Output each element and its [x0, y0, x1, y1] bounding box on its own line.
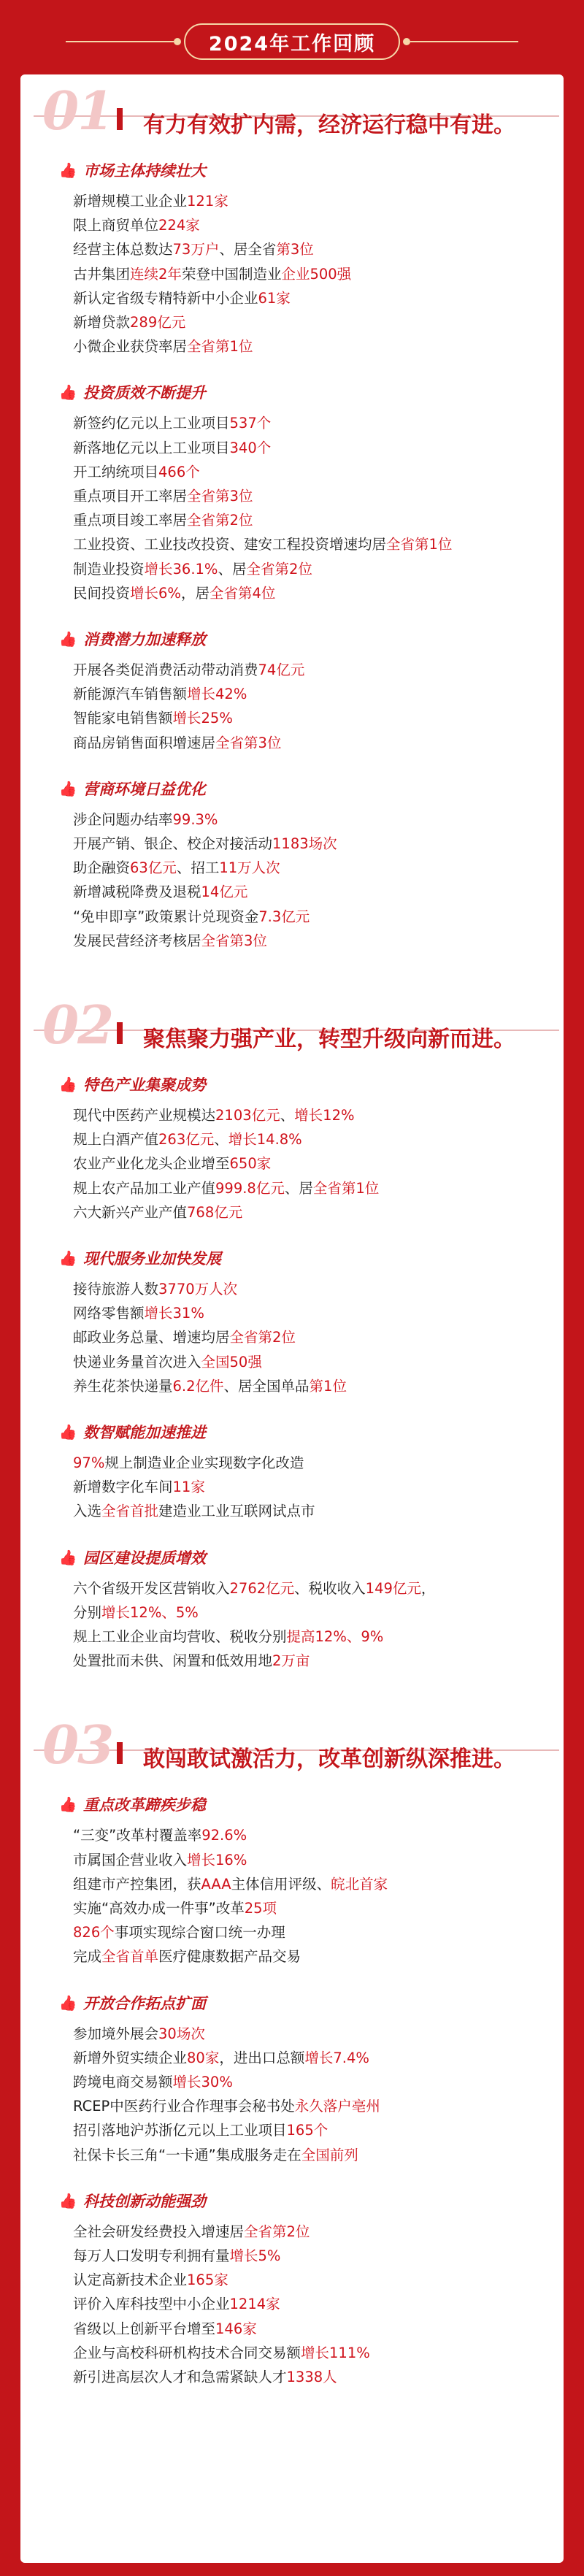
- page-title: 2024年工作回顾: [184, 23, 400, 60]
- thumbs-up-icon: 👍: [58, 1548, 77, 1566]
- stat-text: 、居全省: [219, 241, 277, 258]
- section-accent-bar: [117, 1742, 123, 1764]
- stat-line: [73, 1849, 247, 1872]
- highlight-value: 增长7.4%: [304, 2049, 369, 2066]
- stat-text: 工业投资、工业技改投资、建安工程投资增速均居: [73, 536, 387, 553]
- highlight-value: 63亿元: [130, 859, 177, 877]
- group-title: 园区建设提质增效: [83, 1549, 206, 1567]
- highlight-value: 1214家: [229, 2296, 280, 2313]
- stat-line: [73, 2342, 370, 2365]
- highlight-value: 皖北首家: [331, 1875, 388, 1893]
- highlight-value: 999.8亿元: [215, 1179, 285, 1197]
- stat-text: 接待旅游人数: [73, 1281, 159, 1297]
- stat-line: [73, 905, 310, 929]
- highlight-value: 增长111%: [301, 2344, 370, 2361]
- highlight-value: 全省第3位: [187, 488, 253, 505]
- group-title: 现代服务业加快发展: [83, 1250, 221, 1268]
- highlight-value: 第3位: [276, 241, 314, 258]
- thumbs-up-icon: 👍: [58, 1423, 77, 1441]
- highlight-value: 289亿元: [130, 314, 186, 331]
- stat-line: [73, 412, 271, 435]
- highlight-value: 146家: [215, 2320, 257, 2337]
- stat-text: 现代中医药产业规模达: [73, 1107, 216, 1124]
- section-header: [20, 82, 564, 147]
- highlight-value: 增长14.8%: [228, 1131, 302, 1149]
- stat-text: 新签约亿元以上工业项目: [73, 415, 230, 432]
- highlight-value: AAA: [201, 1875, 231, 1893]
- stat-text: 快递业务量首次进入: [73, 1353, 201, 1371]
- highlight-value: 全省第2位: [246, 560, 312, 578]
- stat-line: [73, 485, 253, 508]
- stat-text: 每万人口发明专利拥有量: [73, 2247, 230, 2264]
- stat-text: ，居: [180, 584, 210, 602]
- stat-line: [73, 1945, 301, 1969]
- section-header: [20, 1716, 564, 1782]
- stat-line: [73, 1601, 199, 1625]
- stat-text: 建造业工业互联网试点市: [158, 1503, 315, 1520]
- highlight-value: 全省首批: [101, 1503, 159, 1520]
- stat-text: 制造业投资: [73, 560, 145, 578]
- stat-text: 规上制造业企业实现数字化改造: [104, 1454, 304, 1471]
- section-number: 03: [42, 1714, 113, 1776]
- stat-text: 规上白酒产值: [73, 1131, 159, 1149]
- stat-text: 分别: [73, 1603, 102, 1621]
- highlight-value: 7.3亿元: [258, 908, 310, 925]
- stat-text: 完成: [73, 1948, 102, 1966]
- stat-text: 、招工: [176, 859, 220, 877]
- section-header: [20, 996, 564, 1062]
- stat-text: 小微企业获贷率居: [73, 338, 188, 356]
- stat-text: 省级以上创新平台增至: [73, 2320, 216, 2337]
- stat-text: 、税收收入: [294, 1579, 366, 1597]
- stat-text: 开展产销、银企、校企对接活动: [73, 835, 273, 852]
- highlight-value: 14亿元: [201, 883, 248, 901]
- section-accent-bar: [117, 1022, 123, 1044]
- highlight-value: 增长12%: [294, 1107, 355, 1124]
- highlight-value: 第1位: [309, 1377, 347, 1395]
- stat-line: [73, 335, 253, 359]
- stat-text: 参加境外展会: [73, 2025, 159, 2042]
- highlight-value: 增长31%: [144, 1305, 204, 1322]
- highlight-value: 全国前列: [301, 2146, 358, 2163]
- group-header: [58, 1792, 206, 1817]
- stat-line: [73, 509, 253, 532]
- group-title: 市场主体持续壮大: [83, 162, 206, 180]
- stat-line: [73, 2119, 328, 2142]
- stat-text: 认定高新技术企业: [73, 2272, 188, 2289]
- group-header: [58, 626, 206, 651]
- highlight-value: 全省第1位: [187, 338, 253, 356]
- section-title: 有力有效扩内需，经济运行稳中有进。: [143, 112, 515, 138]
- highlight-value: 97%: [73, 1454, 105, 1471]
- highlight-value: 11家: [172, 1479, 205, 1496]
- highlight-value: 2762亿元: [229, 1579, 295, 1597]
- highlight-value: 增长42%: [187, 686, 247, 703]
- stat-text: ，: [420, 1579, 436, 1597]
- stat-line: [73, 1104, 355, 1127]
- stat-text: 农业产业化龙头企业增至: [73, 1155, 230, 1173]
- stat-text: 新增规模工业企业: [73, 193, 188, 210]
- group-header: [58, 1419, 206, 1444]
- stat-line: [73, 732, 281, 755]
- highlight-value: 165家: [187, 2272, 228, 2289]
- stat-text: 社保卡长三角“一卡通”集成服务走在: [73, 2146, 301, 2163]
- group-header: [58, 1246, 221, 1270]
- thumbs-up-icon: 👍: [58, 2191, 77, 2209]
- stat-line: [73, 2269, 228, 2292]
- stat-text: 开展各类促消费活动带动消费: [73, 662, 258, 678]
- highlight-value: 74亿元: [258, 662, 305, 678]
- highlight-value: 263亿元: [158, 1131, 215, 1149]
- highlight-value: 全国50强: [201, 1353, 262, 1371]
- banner-dot-left: [174, 38, 181, 45]
- stat-line: [73, 311, 185, 334]
- stat-text: 智能家电销售额: [73, 710, 173, 727]
- stat-text: 重点项目竣工率居: [73, 512, 188, 529]
- stat-line: [73, 1302, 204, 1325]
- stat-text: 涉企问题办结率: [73, 810, 173, 828]
- stat-line: [73, 437, 271, 460]
- section-accent-bar: [117, 108, 123, 130]
- highlight-value: 全省第2位: [229, 1329, 296, 1346]
- stat-line: [73, 1921, 285, 1944]
- highlight-value: 121家: [187, 193, 228, 210]
- stat-text: 网络零售额: [73, 1305, 145, 1322]
- highlight-value: 1338人: [286, 2369, 337, 2385]
- stat-text: 新认定省级专精特新中小企业: [73, 289, 258, 307]
- stat-text: 邮政业务总量、增速均居: [73, 1329, 230, 1346]
- stat-line: [73, 1625, 383, 1649]
- stat-text: 新能源汽车销售额: [73, 686, 188, 703]
- stat-line: [73, 659, 304, 682]
- highlight-value: 340个: [229, 439, 272, 456]
- content-card: [20, 74, 564, 2563]
- stat-line: [73, 929, 267, 953]
- stat-text: 发展民营经济考核居: [73, 932, 201, 949]
- highlight-value: 826个: [73, 1924, 115, 1941]
- highlight-value: 全省第2位: [244, 2223, 310, 2240]
- highlight-value: 224家: [158, 217, 200, 234]
- stat-line: [73, 263, 351, 286]
- stat-text: 新增外贸实绩企业: [73, 2049, 188, 2066]
- stat-line: [73, 238, 314, 261]
- stat-line: [73, 1649, 310, 1673]
- highlight-value: 企业500强: [281, 265, 352, 283]
- thumbs-up-icon: 👍: [58, 1076, 77, 1093]
- highlight-value: 99.3%: [172, 810, 218, 828]
- highlight-value: 2103亿元: [215, 1107, 280, 1124]
- group-title: 重点改革蹄疾步稳: [83, 1796, 206, 1814]
- group-header: [58, 2188, 206, 2213]
- group-title: 投资质效不断提升: [83, 384, 206, 402]
- banner-divider-left: [66, 41, 174, 42]
- stat-line: [73, 1201, 242, 1224]
- group-title: 科技创新动能强劲: [83, 2192, 206, 2210]
- stat-text: 新落地亿元以上工业项目: [73, 439, 230, 456]
- group-header: [58, 380, 206, 405]
- stat-line: [73, 683, 247, 706]
- thumbs-up-icon: 👍: [58, 161, 77, 179]
- highlight-value: 连续2年: [130, 265, 182, 283]
- stat-text: 全社会研发经费投入增速居: [73, 2223, 245, 2240]
- stat-text: 商品房销售面积增速居: [73, 734, 216, 751]
- banner-dot-right: [403, 38, 410, 45]
- group-header: [58, 1072, 206, 1097]
- stat-line: [73, 2095, 380, 2118]
- stat-line: [73, 2047, 369, 2070]
- stat-line: [73, 2071, 233, 2094]
- stat-text: ，进出口总额: [219, 2049, 305, 2066]
- group-title: 数智赋能加速推进: [83, 1424, 206, 1441]
- thumbs-up-icon: 👍: [58, 383, 77, 402]
- highlight-value: 增长16%: [187, 1851, 247, 1868]
- stat-text: 新引进高层次人才和急需紧缺人才: [73, 2369, 287, 2385]
- highlight-value: 增长25%: [172, 710, 233, 727]
- stat-line: [73, 533, 452, 556]
- highlight-value: 增长36.1%: [144, 560, 218, 578]
- stat-text: RCEP中医药行业合作理事会秘书处: [73, 2098, 295, 2115]
- stat-text: 医疗健康数据产品交易: [158, 1948, 301, 1966]
- stat-text: 组建市产控集团，获: [73, 1875, 201, 1893]
- stat-line: [73, 2318, 257, 2341]
- highlight-value: 全省第1位: [312, 1179, 380, 1197]
- stat-text: 荣登中国制造业: [181, 265, 282, 283]
- stat-text: “免申即享”政策累计兑现资金: [73, 908, 259, 925]
- stat-text: 养生花茶快递量: [73, 1377, 173, 1395]
- highlight-value: 11万人次: [219, 859, 280, 877]
- stat-text: 规上工业企业亩均营收、税收分别: [73, 1628, 287, 1645]
- stat-line: [73, 881, 247, 904]
- highlight-value: 466个: [158, 463, 200, 480]
- stat-line: [73, 856, 280, 880]
- stat-text: 跨境电商交易额: [73, 2074, 173, 2090]
- highlight-value: 增长30%: [172, 2074, 233, 2090]
- section-number: 01: [42, 80, 113, 142]
- stat-text: 、居: [218, 560, 247, 578]
- group-header: [58, 776, 206, 801]
- stat-line: [73, 558, 312, 581]
- stat-text: 主体信用评级、: [231, 1875, 331, 1893]
- group-title: 开放合作拓点扩面: [83, 1994, 206, 2012]
- stat-line: [73, 832, 337, 856]
- thumbs-up-icon: 👍: [58, 1249, 77, 1267]
- stat-text: 处置批而未供、闲置和低效用地: [73, 1652, 273, 1670]
- highlight-value: 提高12%、9%: [286, 1628, 384, 1645]
- stat-line: [73, 2245, 280, 2268]
- group-title: 营商环境日益优化: [83, 780, 206, 798]
- group-title: 消费潜力加速释放: [83, 631, 206, 648]
- stat-text: 开工纳统项目: [73, 463, 159, 480]
- stat-text: 六大新兴产业产值: [73, 1203, 188, 1221]
- stat-line: [73, 287, 291, 310]
- stat-text: “三变”改革村覆盖率: [73, 1827, 202, 1844]
- stat-text: 、居: [284, 1179, 313, 1197]
- stat-line: [73, 2023, 205, 2046]
- highlight-value: 全省第3位: [215, 734, 282, 751]
- stat-line: [73, 190, 228, 213]
- stat-text: 入选: [73, 1503, 102, 1520]
- stat-text: 新增数字化车间: [73, 1479, 173, 1496]
- stat-text: 企业与高校科研机构技术合同交易额: [73, 2344, 301, 2361]
- highlight-value: 80家: [187, 2049, 220, 2066]
- stat-text: 、居全国单品: [223, 1377, 310, 1395]
- highlight-value: 全省第4位: [209, 584, 276, 602]
- group-header: [58, 158, 206, 183]
- stat-text: 事项实现综合窗口统一办理: [114, 1924, 285, 1941]
- stat-text: 六个省级开发区营销收入: [73, 1579, 230, 1597]
- highlight-value: 6.2亿件: [172, 1377, 224, 1395]
- stat-line: [73, 1152, 271, 1176]
- stat-line: [73, 1351, 262, 1374]
- stat-line: [73, 1326, 296, 1349]
- highlight-value: 全省首单: [101, 1948, 159, 1966]
- highlight-value: 全省第3位: [201, 932, 267, 949]
- highlight-value: 537个: [229, 415, 272, 432]
- stat-text: 评价入库科技型中小企业: [73, 2296, 230, 2313]
- stat-text: 助企融资: [73, 859, 131, 877]
- stat-text: 新增减税降费及退税: [73, 883, 201, 901]
- stat-line: [73, 2366, 337, 2389]
- stat-line: [73, 808, 218, 832]
- thumbs-up-icon: 👍: [58, 630, 77, 648]
- highlight-value: 30场次: [158, 2025, 205, 2042]
- thumbs-up-icon: 👍: [58, 1795, 77, 1814]
- section-title: 聚焦聚力强产业，转型升级向新而进。: [143, 1027, 515, 1052]
- stat-line: [73, 1476, 205, 1499]
- highlight-value: 全省第2位: [187, 512, 253, 529]
- stat-line: [73, 1897, 277, 1920]
- stat-line: [73, 2144, 358, 2167]
- stat-line: [73, 1500, 315, 1523]
- stat-text: 新增贷款: [73, 314, 131, 331]
- highlight-value: 全省第1位: [386, 536, 453, 553]
- stat-text: 招引落地沪苏浙亿元以上工业项目: [73, 2122, 287, 2139]
- thumbs-up-icon: 👍: [58, 1993, 77, 2012]
- top-banner: [0, 13, 584, 72]
- stat-text: 、: [280, 1107, 295, 1124]
- stat-line: [73, 461, 200, 484]
- stat-line: [73, 582, 275, 605]
- stat-text: 古井集团: [73, 265, 131, 283]
- stat-line: [73, 1824, 247, 1847]
- highlight-value: 165个: [286, 2122, 328, 2139]
- highlight-value: 73万户: [172, 241, 220, 258]
- highlight-value: 25项: [244, 1900, 277, 1917]
- highlight-value: 增长5%: [229, 2247, 281, 2264]
- group-header: [58, 1990, 206, 2015]
- highlight-value: 61家: [258, 289, 291, 307]
- highlight-value: 永久落户亳州: [294, 2098, 380, 2115]
- highlight-value: 1183场次: [272, 835, 337, 852]
- highlight-value: 149亿元: [365, 1579, 421, 1597]
- stat-text: 重点项目开工率居: [73, 488, 188, 505]
- stat-line: [73, 1577, 435, 1601]
- stat-line: [73, 214, 200, 237]
- stat-line: [73, 1375, 347, 1398]
- section-title: 敢闯敢试激活力，改革创新纵深推进。: [143, 1747, 515, 1773]
- stat-text: 实施“高效办成一件事”改革: [73, 1900, 245, 1917]
- highlight-value: 2万亩: [272, 1652, 310, 1670]
- highlight-value: 增长6%: [130, 584, 181, 602]
- stat-line: [73, 1128, 302, 1151]
- stat-text: 经营主体总数达: [73, 241, 173, 258]
- stat-text: 、: [214, 1131, 228, 1149]
- stat-line: [73, 1177, 379, 1200]
- stat-line: [73, 2220, 310, 2244]
- highlight-value: 3770万人次: [158, 1281, 238, 1297]
- highlight-value: 768亿元: [187, 1203, 243, 1221]
- stat-line: [73, 1278, 237, 1301]
- banner-divider-right: [410, 41, 518, 42]
- group-header: [58, 1545, 206, 1570]
- highlight-value: 增长12%、5%: [101, 1603, 199, 1621]
- highlight-value: 92.6%: [201, 1827, 247, 1844]
- section-number: 02: [42, 994, 113, 1056]
- stat-text: 市属国企营业收入: [73, 1851, 188, 1868]
- stat-line: [73, 2293, 280, 2316]
- thumbs-up-icon: 👍: [58, 779, 77, 797]
- group-title: 特色产业集聚成势: [83, 1076, 206, 1094]
- stat-line: [73, 707, 233, 730]
- stat-text: 限上商贸单位: [73, 217, 159, 234]
- stat-line: [73, 1873, 388, 1896]
- stat-text: 规上农产品加工业产值: [73, 1179, 216, 1197]
- stat-line: [73, 1452, 304, 1475]
- highlight-value: 650家: [229, 1155, 272, 1173]
- stat-text: 民间投资: [73, 584, 131, 602]
